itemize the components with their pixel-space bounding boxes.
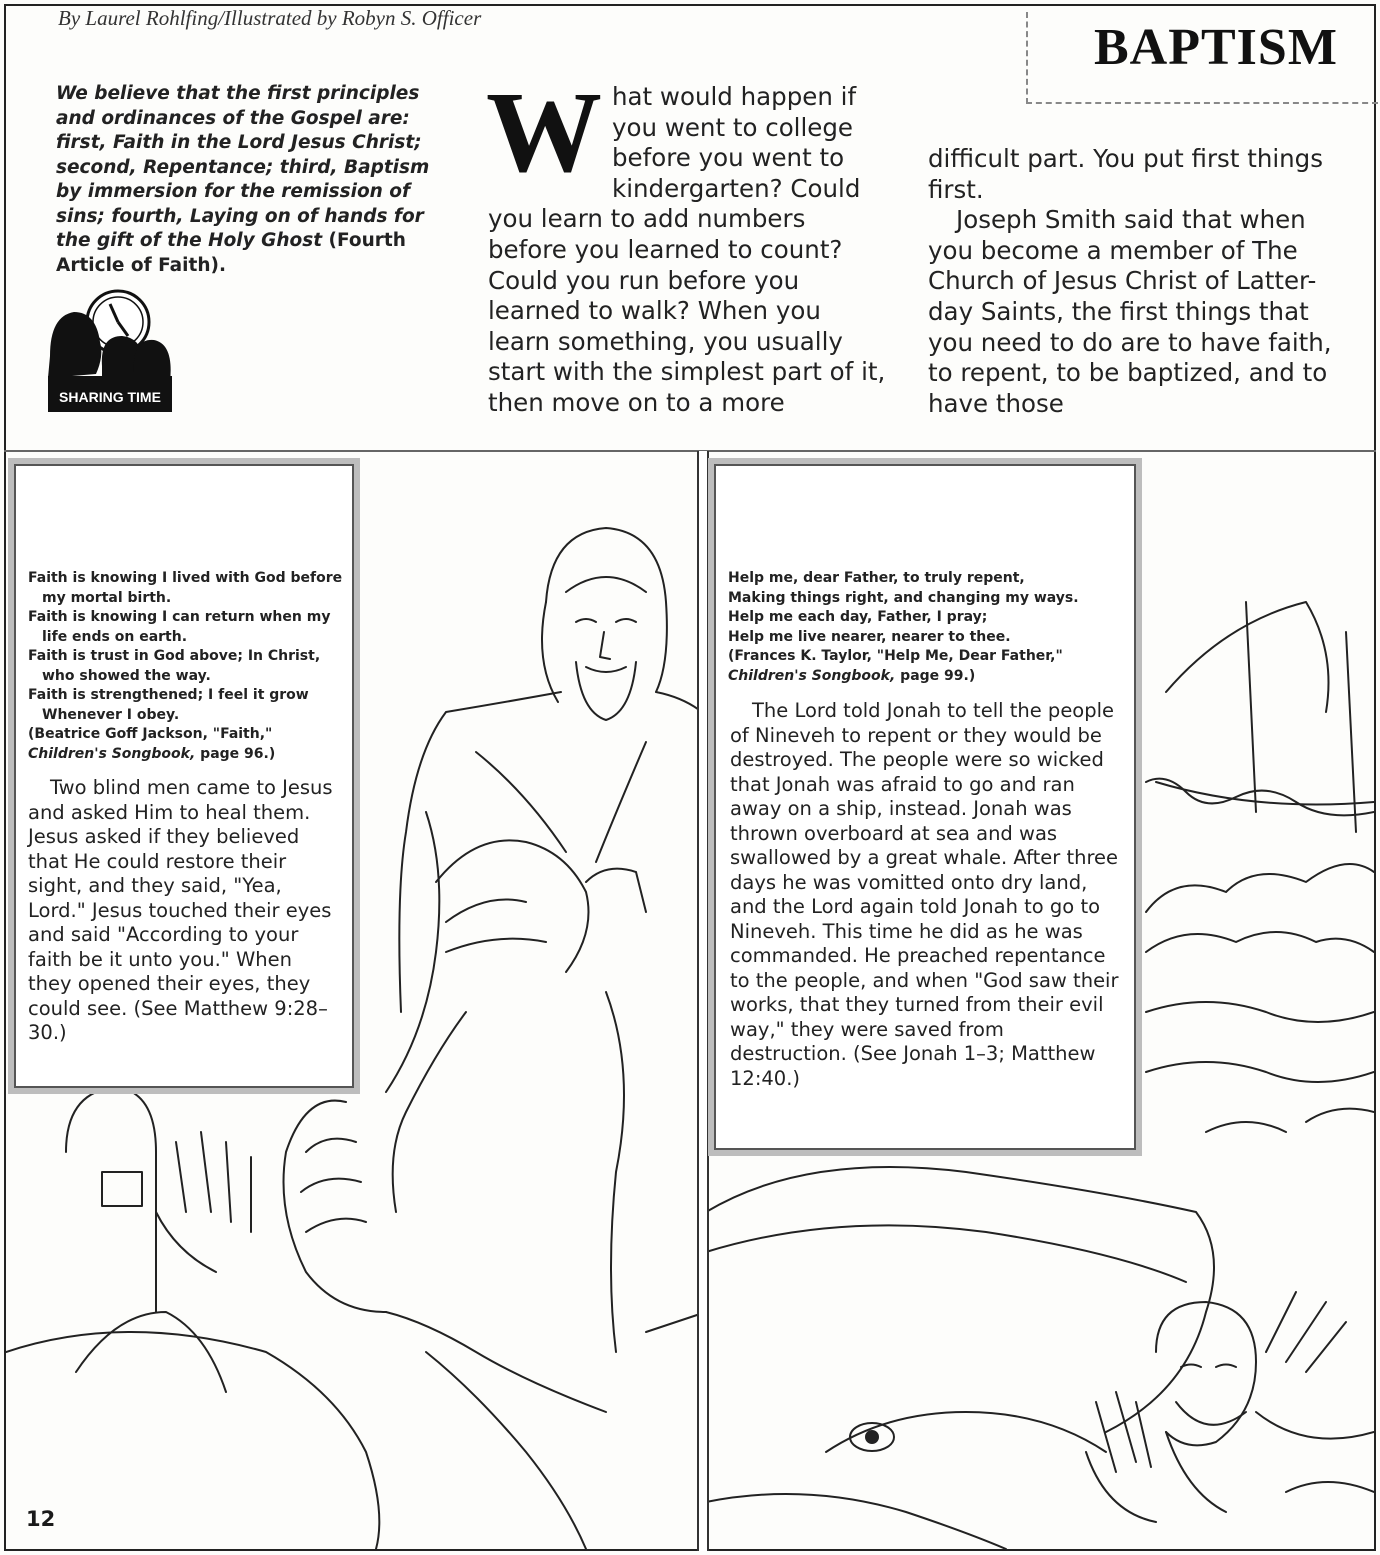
faith-song-citation — [28, 725, 348, 764]
repentance-song-line: Making things right, and changing my ways. — [728, 589, 1079, 606]
faith-story-text: Two blind men came to Jesus and asked Him to heal them. Jesus asked if they believed that He could restore their sight, and they said, "Yea, Lord." Jesus touched their eyes and said "According to your faith be it unto you." When they opened their eyes, they could see. (See Matthew 9:28–30.) — [28, 776, 333, 1044]
intro-text-2a: difficult part. You put first things first. — [928, 144, 1324, 204]
intro-column-2 — [928, 144, 1348, 419]
drop-cap: W — [486, 69, 602, 197]
repentance-story — [730, 699, 1120, 1091]
citation-page: page 99.) — [895, 667, 976, 684]
page-title: BAPTISM — [1094, 19, 1338, 76]
sharing-time-label: SHARING TIME — [59, 389, 161, 405]
faith-story — [28, 776, 338, 1046]
citation-page: page 96.) — [195, 745, 276, 762]
article-of-faith-text: We believe that the first principles and ordinances of the Gospel are: first, Faith in the Lord Jesus Christ; second, Repentance; third, Baptism by immersion for the remission of sins; fourth, Laying on of hands for the gift of the Holy Ghost — [56, 83, 430, 251]
faith-song — [28, 569, 348, 764]
citation-book: Children's Songbook, — [28, 745, 196, 762]
article-of-faith — [56, 82, 436, 278]
sharing-time-logo — [46, 286, 176, 414]
article-of-faith-citation: (Fourth Article of Faith). — [56, 230, 406, 276]
faith-song-line: Faith is strengthened; I feel it grow Whenever I obey. — [28, 687, 309, 723]
clock-icon — [46, 286, 176, 414]
intro-text-2b: Joseph Smith said that when you become a member of The Church of Jesus Christ of Latter-day Saints, the first things that you need to do are to have faith, to repent, to be baptized, and to have those — [928, 205, 1332, 418]
repentance-song-line: Help me live nearer, nearer to thee. — [728, 628, 1011, 645]
page-number: 12 — [26, 1507, 56, 1531]
intro-column-1 — [486, 69, 888, 419]
byline: By Laurel Rohlfing/Illustrated by Robyn S. Officer — [58, 6, 482, 30]
citation-book: Children's Songbook, — [728, 667, 896, 684]
repentance-song — [728, 569, 1128, 686]
faith-song-line: Faith is knowing I can return when my life ends on earth. — [28, 609, 331, 645]
repentance-story-text: The Lord told Jonah to tell the people of Nineveh to repent or they would be destroyed. The people were so wicked that Jonah was afraid to go and ran away on a ship, instead. Jonah was thrown overboard at sea and was swallowed by a great whale. After three days he was vomitted onto dry land, and the Lord again told Jonah to go to Nineveh. This time he did as he was commanded. He preached repentance to the people, and when "God saw their works, that they turned from their evil way," they were saved from destruction. (See Jonah 1–3; Matthew 12:40.) — [730, 699, 1119, 1090]
intro-text-1: hat would happen if you went to college before you went to kindergarten? Could you learn to add numbers before you learned to count? Could you run before you learned to walk? When you learn something, you usually start with the simplest part of it, then move on to a more — [488, 82, 886, 417]
faith-song-line: Faith is trust in God above; In Christ, who showed the way. — [28, 648, 321, 684]
repentance-song-line: Help me, dear Father, to truly repent, — [728, 570, 1025, 586]
citation-author: (Frances K. Taylor, "Help Me, Dear Father," — [728, 648, 1063, 664]
repentance-song-line: Help me each day, Father, I pray; — [728, 609, 988, 625]
faith-song-line: Faith is knowing I lived with God before my mortal birth. — [28, 570, 343, 606]
repentance-song-citation — [728, 647, 1128, 686]
citation-author: (Beatrice Goff Jackson, "Faith," — [28, 726, 273, 742]
